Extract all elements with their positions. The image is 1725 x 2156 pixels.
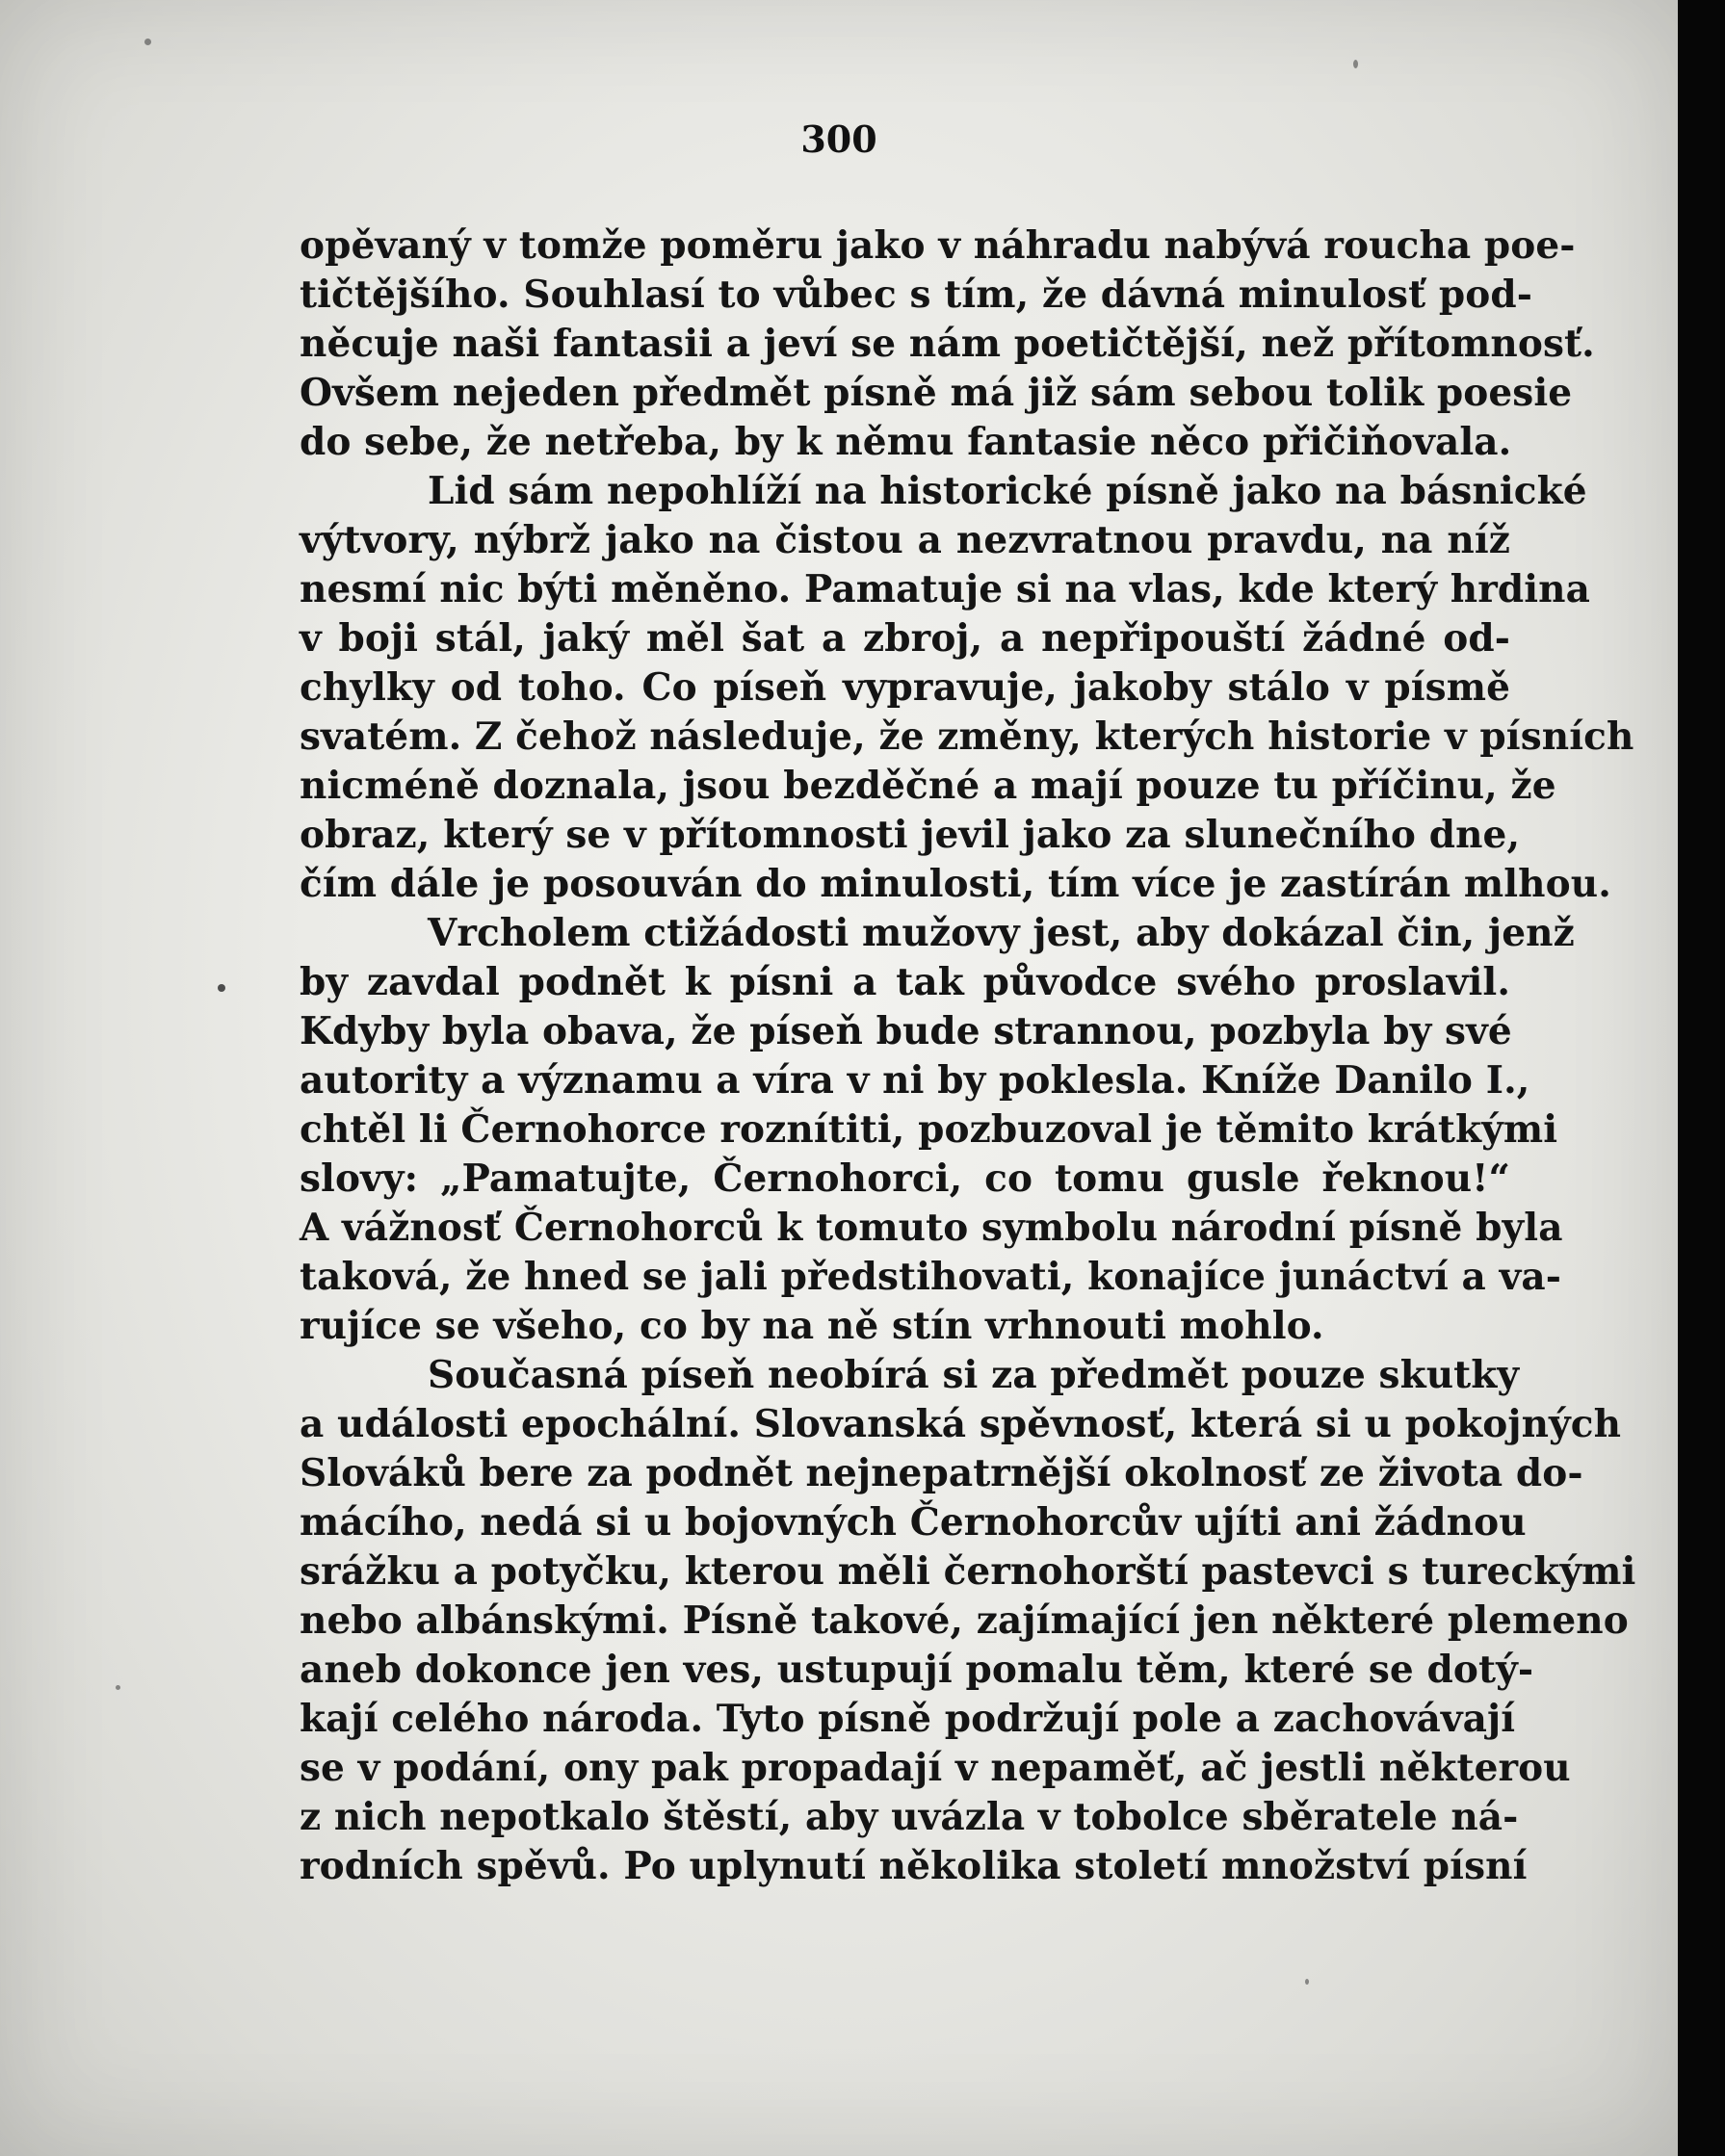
text-line: nesmí nic býti měněno. Pamatuje si na vlas, kde který hrdina: [300, 567, 1590, 611]
paper-speck: [218, 984, 225, 992]
text-line: aneb dokonce jen ves, ustupují pomalu těm, které se dotý-: [300, 1648, 1534, 1692]
text-line: autority a významu a víra v ni by poklesla. Kníže Danilo I.,: [300, 1058, 1530, 1103]
text-line: v boji stál, jaký měl šat a zbroj, a nepřipouští žádné od-: [300, 616, 1510, 661]
text-line: chtěl li Černohorce roznítiti, pozbuzoval je těmito krátkými: [300, 1107, 1558, 1152]
text-line: Současná píseň neobírá si za předmět pouze skutky: [428, 1353, 1520, 1397]
text-line: by zavdal podnět k písni a tak původce svého proslavil.: [300, 960, 1510, 1004]
text-line: z nich nepotkalo štěstí, aby uvázla v tobolce sběratele ná-: [300, 1795, 1519, 1839]
text-line: slovy: „Pamatujte, Černohorci, co tomu gusle řeknou!“: [300, 1156, 1510, 1201]
text-line: Ovšem nejeden předmět písně má již sám sebou tolik poesie: [300, 371, 1573, 415]
text-line: opěvaný v tomže poměru jako v náhradu nabývá roucha poe-: [300, 223, 1576, 268]
text-line: srážku a potyčku, kterou měli černohorští pastevci s tureckými: [300, 1549, 1636, 1594]
text-line: Vrcholem ctižádosti mužovy jest, aby dokázal čin, jenž: [428, 911, 1575, 955]
text-line: nicméně doznala, jsou bezděčné a mají pouze tu příčinu, že: [300, 764, 1556, 808]
text-line: nebo albánskými. Písně takové, zajímající jen některé plemeno: [300, 1598, 1629, 1643]
text-line: kají celého národa. Tyto písně podržují pole a zachovávají: [300, 1697, 1516, 1741]
text-line: čím dále je posouván do minulosti, tím více je zastírán mlhou.: [300, 862, 1611, 906]
page-number: 300: [800, 117, 877, 161]
text-line: rodních spěvů. Po uplynutí několika století množství písní: [300, 1844, 1528, 1888]
paper-speck: [1353, 60, 1358, 68]
paper-speck: [1305, 1979, 1309, 1985]
text-line: chylky od toho. Co píseň vypravuje, jakoby stálo v písmě: [300, 665, 1510, 710]
text-line: výtvory, nýbrž jako na čistou a nezvratnou pravdu, na níž: [300, 518, 1510, 562]
text-line: Lid sám nepohlíží na historické písně jako na básnické: [428, 469, 1587, 513]
text-line: taková, že hned se jali předstihovati, konajíce junáctví a va-: [300, 1255, 1562, 1299]
text-line: obraz, který se v přítomnosti jevil jako za slunečního dne,: [300, 813, 1521, 857]
text-line: mácího, nedá si u bojovných Černohorcův ujíti ani žádnou: [300, 1500, 1527, 1545]
body-text: [300, 221, 1636, 1891]
paper-speck: [116, 1685, 120, 1690]
text-line: tičtějšího. Souhlasí to vůbec s tím, že dávná minulosť pod-: [300, 273, 1533, 317]
text-line: A vážnosť Černohorců k tomuto symbolu národní písně byla: [300, 1206, 1563, 1250]
text-line: se v podání, ony pak propadají v nepaměť, ač jestli některou: [300, 1746, 1571, 1790]
text-line: Slováků bere za podnět nejnepatrnější okolnosť ze života do-: [300, 1451, 1583, 1495]
text-line: svatém. Z čehož následuje, že změny, kterých historie v písních: [300, 714, 1634, 759]
text-line: něcuje naši fantasii a jeví se nám poetičtější, než přítomnosť.: [300, 322, 1595, 366]
text-line: do sebe, že netřeba, by k němu fantasie něco přičiňovala.: [300, 420, 1512, 464]
text-line: a události epochální. Slovanská spěvnosť, která si u pokojných: [300, 1402, 1622, 1446]
scan-edge-border: [1678, 0, 1725, 2156]
paper-speck: [144, 39, 151, 45]
text-line: Kdyby byla obava, že píseň bude strannou, pozbyla by své: [300, 1009, 1512, 1053]
text-line: rujíce se všeho, co by na ně stín vrhnouti mohlo.: [300, 1304, 1324, 1348]
